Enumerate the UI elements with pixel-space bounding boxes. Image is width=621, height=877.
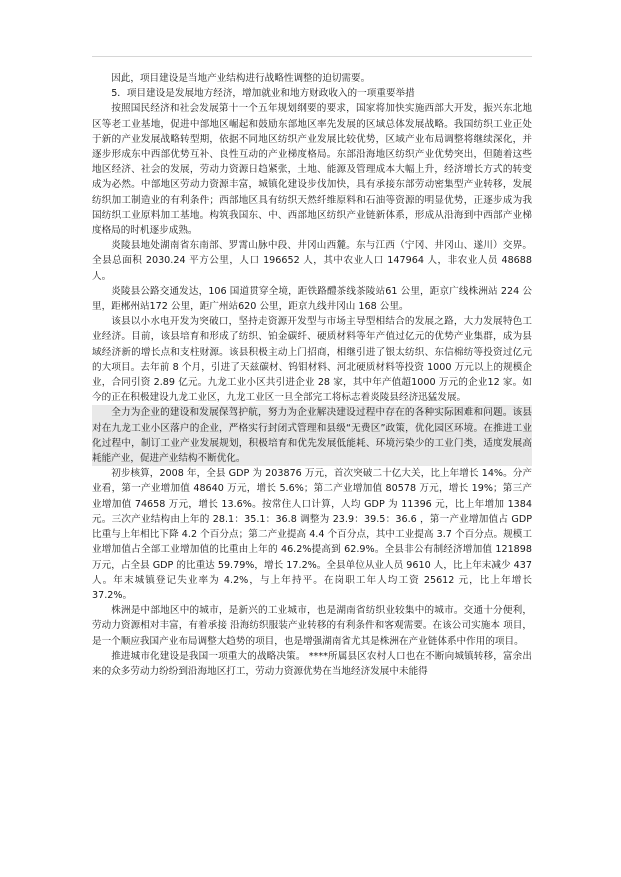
paragraph-conclusion: 因此，项目建设是当地产业结构进行战略性调整的迫切需要。	[111, 73, 371, 84]
paragraph-economic-statistics: 初步核算，2008 年，全县 GDP 为 203876 万元，首次突破二十亿大关，比上年增长 14%。分产业看，第一产业增加值 48640 万元，增长 5.6%；第二产业增加值 80578 万元，增长 19%；第三产业增加值 74658 万元，增长 13.6%。按常住人口计算，人均 GDP 为 11396 元，比上年增加 1384 元。三次产业结构由上年的 28.1：35.1：36.8 调整为 23.9：39.5：36.6 ，第一产业增加值占 GDP 比重与上年相比下降 4.2 个百分点；第二产业提高 4.4 个百分点，其中工业提高 3.7 个百分点。规模工业增加值占全部工业增加值的比重由上年的 46.2%提高到 62.9%。全县非公有制经济增加值 121898 万元，占全县 GDP 的比重达 59.79%，增长 17.2%。全县单位从业人员 9610 人，比上年末减少 437 人。年末城镇登记失业率为 4.2%，与上年持平。在岗职工年人均工资 25612 元，比上年增长 37.2%。	[92, 468, 532, 601]
paragraph-enterprise-support: 全力为企业的建设和发展保驾护航，努力为企业解决建设过程中存在的各种实际困难和问题。该县对在九龙工业小区落户的企业，严格实行封闭式管理和县级“无费区”政策，优化园区环境。在推进工业化过程中，制订工业产业发展规划，积极培育和优先发展低能耗、环境污染少的工业门类，适度发展高耗能产业，促进产业结构不断优化。	[92, 405, 532, 466]
document-body	[92, 71, 532, 679]
paragraph-urbanization: 推进城市化建设是我国一项重大的战略决策。 ****所属县区农村人口也在不断向城镇转移，富余出来的众多劳动力纷纷到沿海地区打工，劳动力资源优势在当地经济发展中未能得	[92, 650, 532, 677]
paragraph-zhuzhou: 株洲是中部地区中的城市，是新兴的工业城市，也是湖南省纺织业较集中的城市。交通十分便利，劳动力资源相对丰富，有着承接 沿海纺织服装产业转移的有利条件和客观需要。在该公司实施本 项目，是一个顺应我国产业布局调整大趋势的项目，也是增强湖南省尤其是株洲在产业链体系中作用的项目。	[92, 605, 532, 647]
paragraph-transportation: 炎陵县公路交通发达，106 国道贯穿全境，距铁路醴茶线茶陵站61 公里，距京广线株洲站 224 公里，距郴州站172 公里，距广州站620 公里，距京九线井冈山 168 公里。	[92, 285, 532, 313]
header-rule	[92, 56, 532, 57]
paragraph-national-strategy: 按照国民经济和社会发展第十一个五年规划纲要的要求，国家将加快实施西部大开发，振兴东北地区等老工业基地，促进中部地区崛起和鼓励东部地区率先发展的区域总体发展战略。我国纺织工业正处于新的产业发展战略转型期，依据不同地区纺织产业发展比较优势，区域产业布局调整将继续深化，并逐步形成东中西部优势互补、良性互动的产业梯度格局。东部沿海地区纺织产业优势突出，但随着这些地区经济、社会的发展，劳动力资源日趋紧张，土地、能源及管理成本大幅上升，经济增长方式的转变成为必然。中部地区劳动力资源丰富，城镇化建设步伐加快，具有承接东部劳动密集型产业转移，发展纺织加工制造业的有利条件；西部地区具有纺织天然纤维原料和石油等资源的明显优势，正逐步成为我国纺织工业原料加工基地。构筑我国东、中、西部地区纺织产业链新体系，形成从沿海到中西部产业梯度格局的时机逐步成熟。	[92, 103, 532, 237]
section-heading-5: 5．项目建设是发展地方经济，增加就业和地方财政收入的一项重要举措	[111, 88, 415, 100]
paragraph-county-location: 炎陵县地处湖南省东南部、罗霄山脉中段、井冈山西麓。东与江西（宁冈、井冈山、遂川）交界。全县总面积 2030.24 平方公里，人口 196652 人，其中农业人口 147964 人，非农业人员 48688 人。	[92, 240, 532, 282]
paragraph-industry-development: 该县以小水电开发为突破口，坚持走资源开发型与市场主导型相结合的发展之路，大力发展特色工业经济。目前，该县培育和形成了纺织、铂金碳纤、硬质材料等年产值过亿元的优势产业集群，成为县域经济新的增长点和支柱财源。该县积极主动上门招商，相继引进了银太纺织、东信棉纺等投资过亿元的大项目。去年前 8 个月，引进了天兹碳材、钨钼材料、河北硬质材料等投资 1000 万元以上的规模企业，合同引资 2.89 亿元。九龙工业小区共引进企业 28 家，其中年产值超1000 万元的企业12 家。如今的正在积极建设九龙工业区，九龙工业区一旦全部完工将标志着炎陵县经济迅猛发展。	[92, 316, 532, 404]
